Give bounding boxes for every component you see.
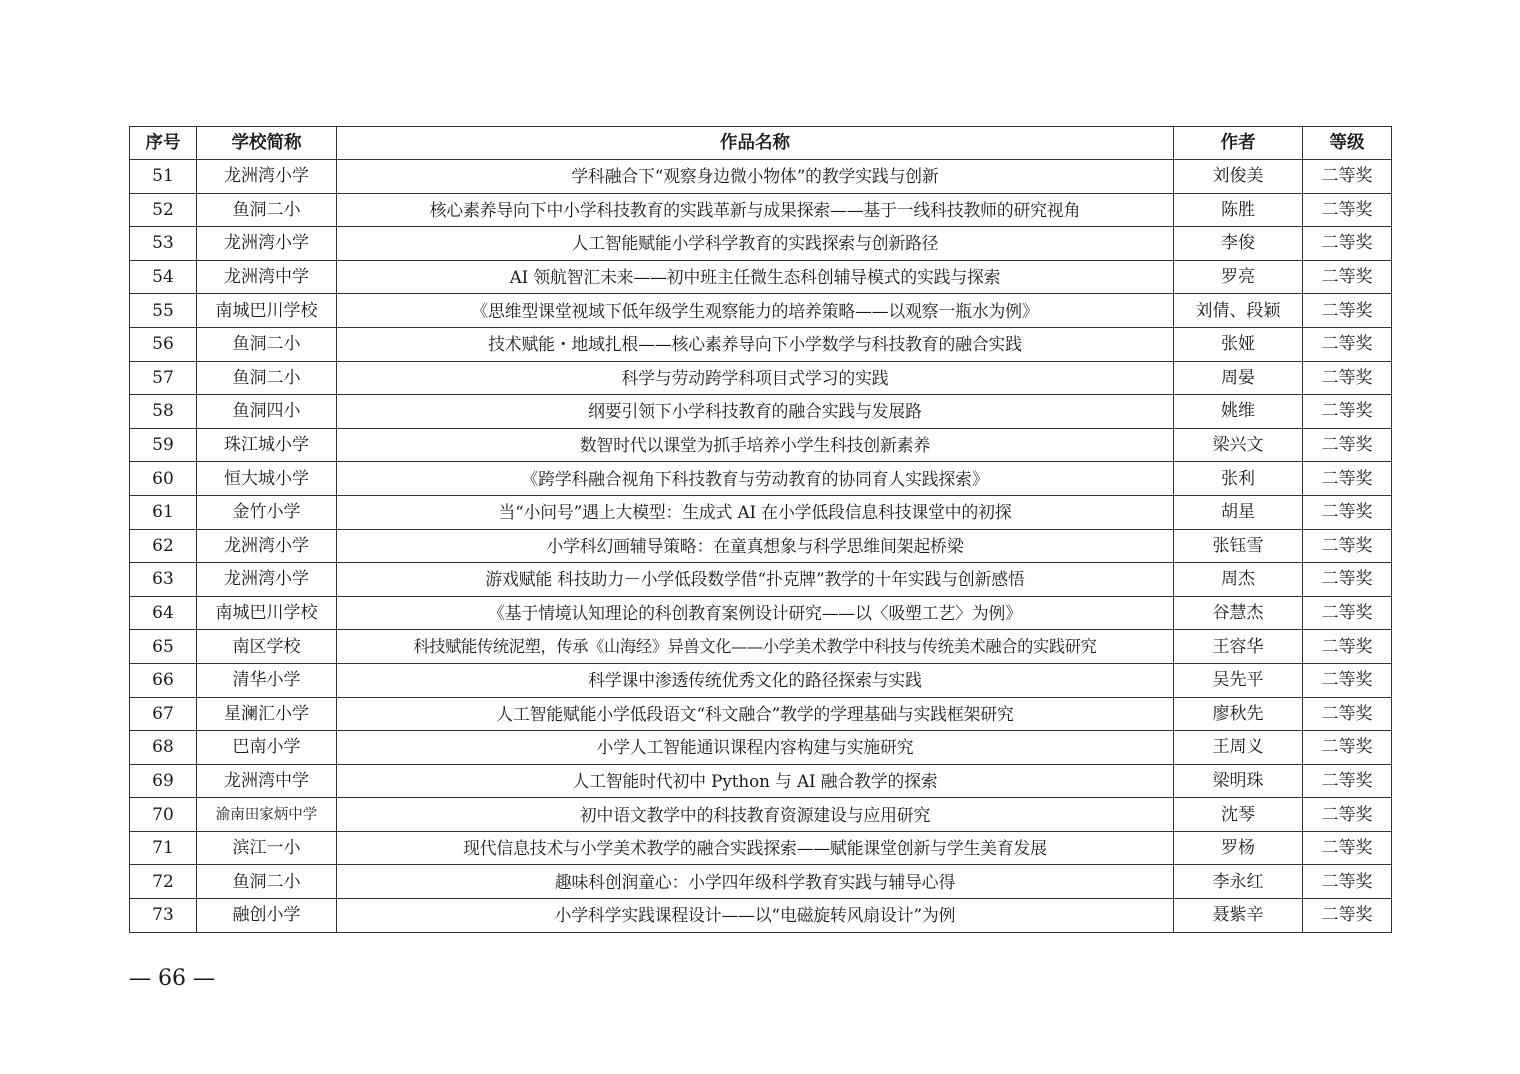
cell-school: 鱼洞二小 xyxy=(197,193,337,227)
cell-no: 58 xyxy=(130,395,197,429)
cell-grade: 二等奖 xyxy=(1303,260,1392,294)
cell-grade: 二等奖 xyxy=(1303,462,1392,496)
cell-grade: 二等奖 xyxy=(1303,731,1392,765)
cell-grade: 二等奖 xyxy=(1303,193,1392,227)
cell-no: 68 xyxy=(130,731,197,765)
cell-no: 59 xyxy=(130,428,197,462)
cell-school: 鱼洞四小 xyxy=(197,395,337,429)
cell-school: 渝南田家炳中学 xyxy=(197,798,337,832)
cell-no: 53 xyxy=(130,227,197,261)
cell-author: 罗亮 xyxy=(1174,260,1303,294)
cell-no: 60 xyxy=(130,462,197,496)
cell-title: 趣味科创润童心：小学四年级科学教育实践与辅导心得 xyxy=(337,865,1174,899)
cell-school: 南区学校 xyxy=(197,630,337,664)
cell-no: 54 xyxy=(130,260,197,294)
cell-school: 融创小学 xyxy=(197,899,337,933)
cell-school: 南城巴川学校 xyxy=(197,294,337,328)
cell-author: 张利 xyxy=(1174,462,1303,496)
cell-title: 纲要引领下小学科技教育的融合实践与发展路 xyxy=(337,395,1174,429)
cell-no: 52 xyxy=(130,193,197,227)
table-body xyxy=(130,160,1392,933)
cell-grade: 二等奖 xyxy=(1303,361,1392,395)
cell-grade: 二等奖 xyxy=(1303,798,1392,832)
cell-no: 61 xyxy=(130,495,197,529)
cell-school: 龙洲湾中学 xyxy=(197,764,337,798)
cell-school: 龙洲湾中学 xyxy=(197,260,337,294)
cell-grade: 二等奖 xyxy=(1303,663,1392,697)
cell-author: 沈琴 xyxy=(1174,798,1303,832)
cell-grade: 二等奖 xyxy=(1303,327,1392,361)
cell-title: 科学课中渗透传统优秀文化的路径探索与实践 xyxy=(337,663,1174,697)
cell-title: 现代信息技术与小学美术教学的融合实践探索——赋能课堂创新与学生美育发展 xyxy=(337,831,1174,865)
cell-author: 张钰雪 xyxy=(1174,529,1303,563)
cell-author: 梁兴文 xyxy=(1174,428,1303,462)
cell-no: 72 xyxy=(130,865,197,899)
table-row xyxy=(130,227,1392,261)
table-row xyxy=(130,428,1392,462)
table-row xyxy=(130,731,1392,765)
cell-author: 姚维 xyxy=(1174,395,1303,429)
cell-author: 周晏 xyxy=(1174,361,1303,395)
cell-no: 71 xyxy=(130,831,197,865)
cell-school: 龙洲湾小学 xyxy=(197,563,337,597)
cell-title: 人工智能赋能小学低段语文“科文融合”教学的学理基础与实践框架研究 xyxy=(337,697,1174,731)
cell-no: 63 xyxy=(130,563,197,597)
cell-school: 南城巴川学校 xyxy=(197,596,337,630)
table-row xyxy=(130,529,1392,563)
cell-school: 珠江城小学 xyxy=(197,428,337,462)
cell-author: 梁明珠 xyxy=(1174,764,1303,798)
table-row xyxy=(130,899,1392,933)
cell-no: 66 xyxy=(130,663,197,697)
cell-grade: 二等奖 xyxy=(1303,428,1392,462)
cell-no: 56 xyxy=(130,327,197,361)
cell-author: 聂紫辛 xyxy=(1174,899,1303,933)
cell-school: 龙洲湾小学 xyxy=(197,160,337,194)
cell-author: 张娅 xyxy=(1174,327,1303,361)
cell-author: 陈胜 xyxy=(1174,193,1303,227)
header-school: 学校简称 xyxy=(197,127,337,160)
table-row xyxy=(130,260,1392,294)
cell-grade: 二等奖 xyxy=(1303,294,1392,328)
cell-school: 龙洲湾小学 xyxy=(197,227,337,261)
cell-title: 学科融合下“观察身边微小物体”的教学实践与创新 xyxy=(337,160,1174,194)
table-row xyxy=(130,160,1392,194)
table-row xyxy=(130,764,1392,798)
table-row xyxy=(130,193,1392,227)
header-no: 序号 xyxy=(130,127,197,160)
cell-no: 73 xyxy=(130,899,197,933)
cell-title: 《基于情境认知理论的科创教育案例设计研究——以〈吸塑工艺〉为例》 xyxy=(337,596,1174,630)
cell-author: 刘俊美 xyxy=(1174,160,1303,194)
cell-title: 游戏赋能 科技助力－小学低段数学借“扑克牌”教学的十年实践与创新感悟 xyxy=(337,563,1174,597)
cell-no: 65 xyxy=(130,630,197,664)
cell-grade: 二等奖 xyxy=(1303,495,1392,529)
table-row xyxy=(130,596,1392,630)
table-row xyxy=(130,294,1392,328)
cell-school: 滨江一小 xyxy=(197,831,337,865)
cell-title: 技术赋能・地域扎根——核心素养导向下小学数学与科技教育的融合实践 xyxy=(337,327,1174,361)
table-row xyxy=(130,865,1392,899)
cell-school: 鱼洞二小 xyxy=(197,327,337,361)
cell-title: 《思维型课堂视域下低年级学生观察能力的培养策略——以观察一瓶水为例》 xyxy=(337,294,1174,328)
cell-grade: 二等奖 xyxy=(1303,899,1392,933)
cell-school: 金竹小学 xyxy=(197,495,337,529)
cell-grade: 二等奖 xyxy=(1303,831,1392,865)
cell-no: 64 xyxy=(130,596,197,630)
cell-title: 数智时代以课堂为抓手培养小学生科技创新素养 xyxy=(337,428,1174,462)
cell-title: 人工智能赋能小学科学教育的实践探索与创新路径 xyxy=(337,227,1174,261)
cell-school: 鱼洞二小 xyxy=(197,865,337,899)
table-header xyxy=(130,127,1392,160)
cell-grade: 二等奖 xyxy=(1303,596,1392,630)
cell-author: 吴先平 xyxy=(1174,663,1303,697)
cell-school: 鱼洞二小 xyxy=(197,361,337,395)
cell-no: 67 xyxy=(130,697,197,731)
cell-title: 初中语文教学中的科技教育资源建设与应用研究 xyxy=(337,798,1174,832)
cell-title: 当“小问号”遇上大模型：生成式 AI 在小学低段信息科技课堂中的初探 xyxy=(337,495,1174,529)
cell-no: 62 xyxy=(130,529,197,563)
cell-title: 《跨学科融合视角下科技教育与劳动教育的协同育人实践探索》 xyxy=(337,462,1174,496)
cell-grade: 二等奖 xyxy=(1303,697,1392,731)
cell-school: 龙洲湾小学 xyxy=(197,529,337,563)
cell-author: 李俊 xyxy=(1174,227,1303,261)
cell-school: 恒大城小学 xyxy=(197,462,337,496)
table-row xyxy=(130,327,1392,361)
cell-author: 廖秋先 xyxy=(1174,697,1303,731)
cell-title: 人工智能时代初中 Python 与 AI 融合教学的探索 xyxy=(337,764,1174,798)
cell-grade: 二等奖 xyxy=(1303,563,1392,597)
header-author: 作者 xyxy=(1174,127,1303,160)
table-row xyxy=(130,697,1392,731)
table-row xyxy=(130,495,1392,529)
cell-grade: 二等奖 xyxy=(1303,630,1392,664)
cell-no: 69 xyxy=(130,764,197,798)
award-table xyxy=(129,126,1392,933)
cell-author: 谷慧杰 xyxy=(1174,596,1303,630)
cell-grade: 二等奖 xyxy=(1303,395,1392,429)
cell-school: 巴南小学 xyxy=(197,731,337,765)
cell-school: 星澜汇小学 xyxy=(197,697,337,731)
cell-author: 刘倩、段颖 xyxy=(1174,294,1303,328)
cell-author: 罗杨 xyxy=(1174,831,1303,865)
cell-title: 科学与劳动跨学科项目式学习的实践 xyxy=(337,361,1174,395)
cell-grade: 二等奖 xyxy=(1303,227,1392,261)
header-title: 作品名称 xyxy=(337,127,1174,160)
header-row xyxy=(130,127,1392,160)
cell-no: 57 xyxy=(130,361,197,395)
table-row xyxy=(130,798,1392,832)
cell-school: 清华小学 xyxy=(197,663,337,697)
table-row xyxy=(130,663,1392,697)
table-row xyxy=(130,361,1392,395)
cell-author: 王周义 xyxy=(1174,731,1303,765)
cell-author: 王容华 xyxy=(1174,630,1303,664)
cell-no: 70 xyxy=(130,798,197,832)
cell-grade: 二等奖 xyxy=(1303,529,1392,563)
cell-title: 科技赋能传统泥塑，传承《山海经》异兽文化——小学美术教学中科技与传统美术融合的实践研究 xyxy=(337,630,1174,664)
cell-grade: 二等奖 xyxy=(1303,764,1392,798)
cell-title: 小学科学实践课程设计——以“电磁旋转风扇设计”为例 xyxy=(337,899,1174,933)
cell-no: 51 xyxy=(130,160,197,194)
cell-grade: 二等奖 xyxy=(1303,160,1392,194)
table-row xyxy=(130,462,1392,496)
cell-title: 核心素养导向下中小学科技教育的实践革新与成果探索——基于一线科技教师的研究视角 xyxy=(337,193,1174,227)
cell-author: 周杰 xyxy=(1174,563,1303,597)
cell-title: AI 领航智汇未来——初中班主任微生态科创辅导模式的实践与探索 xyxy=(337,260,1174,294)
cell-title: 小学科幻画辅导策略：在童真想象与科学思维间架起桥梁 xyxy=(337,529,1174,563)
table-row xyxy=(130,395,1392,429)
cell-grade: 二等奖 xyxy=(1303,865,1392,899)
cell-title: 小学人工智能通识课程内容构建与实施研究 xyxy=(337,731,1174,765)
cell-author: 李永红 xyxy=(1174,865,1303,899)
cell-no: 55 xyxy=(130,294,197,328)
table-row xyxy=(130,563,1392,597)
cell-author: 胡星 xyxy=(1174,495,1303,529)
table-row xyxy=(130,630,1392,664)
table-row xyxy=(130,831,1392,865)
page-number: — 66 — xyxy=(129,966,215,991)
header-grade: 等级 xyxy=(1303,127,1392,160)
